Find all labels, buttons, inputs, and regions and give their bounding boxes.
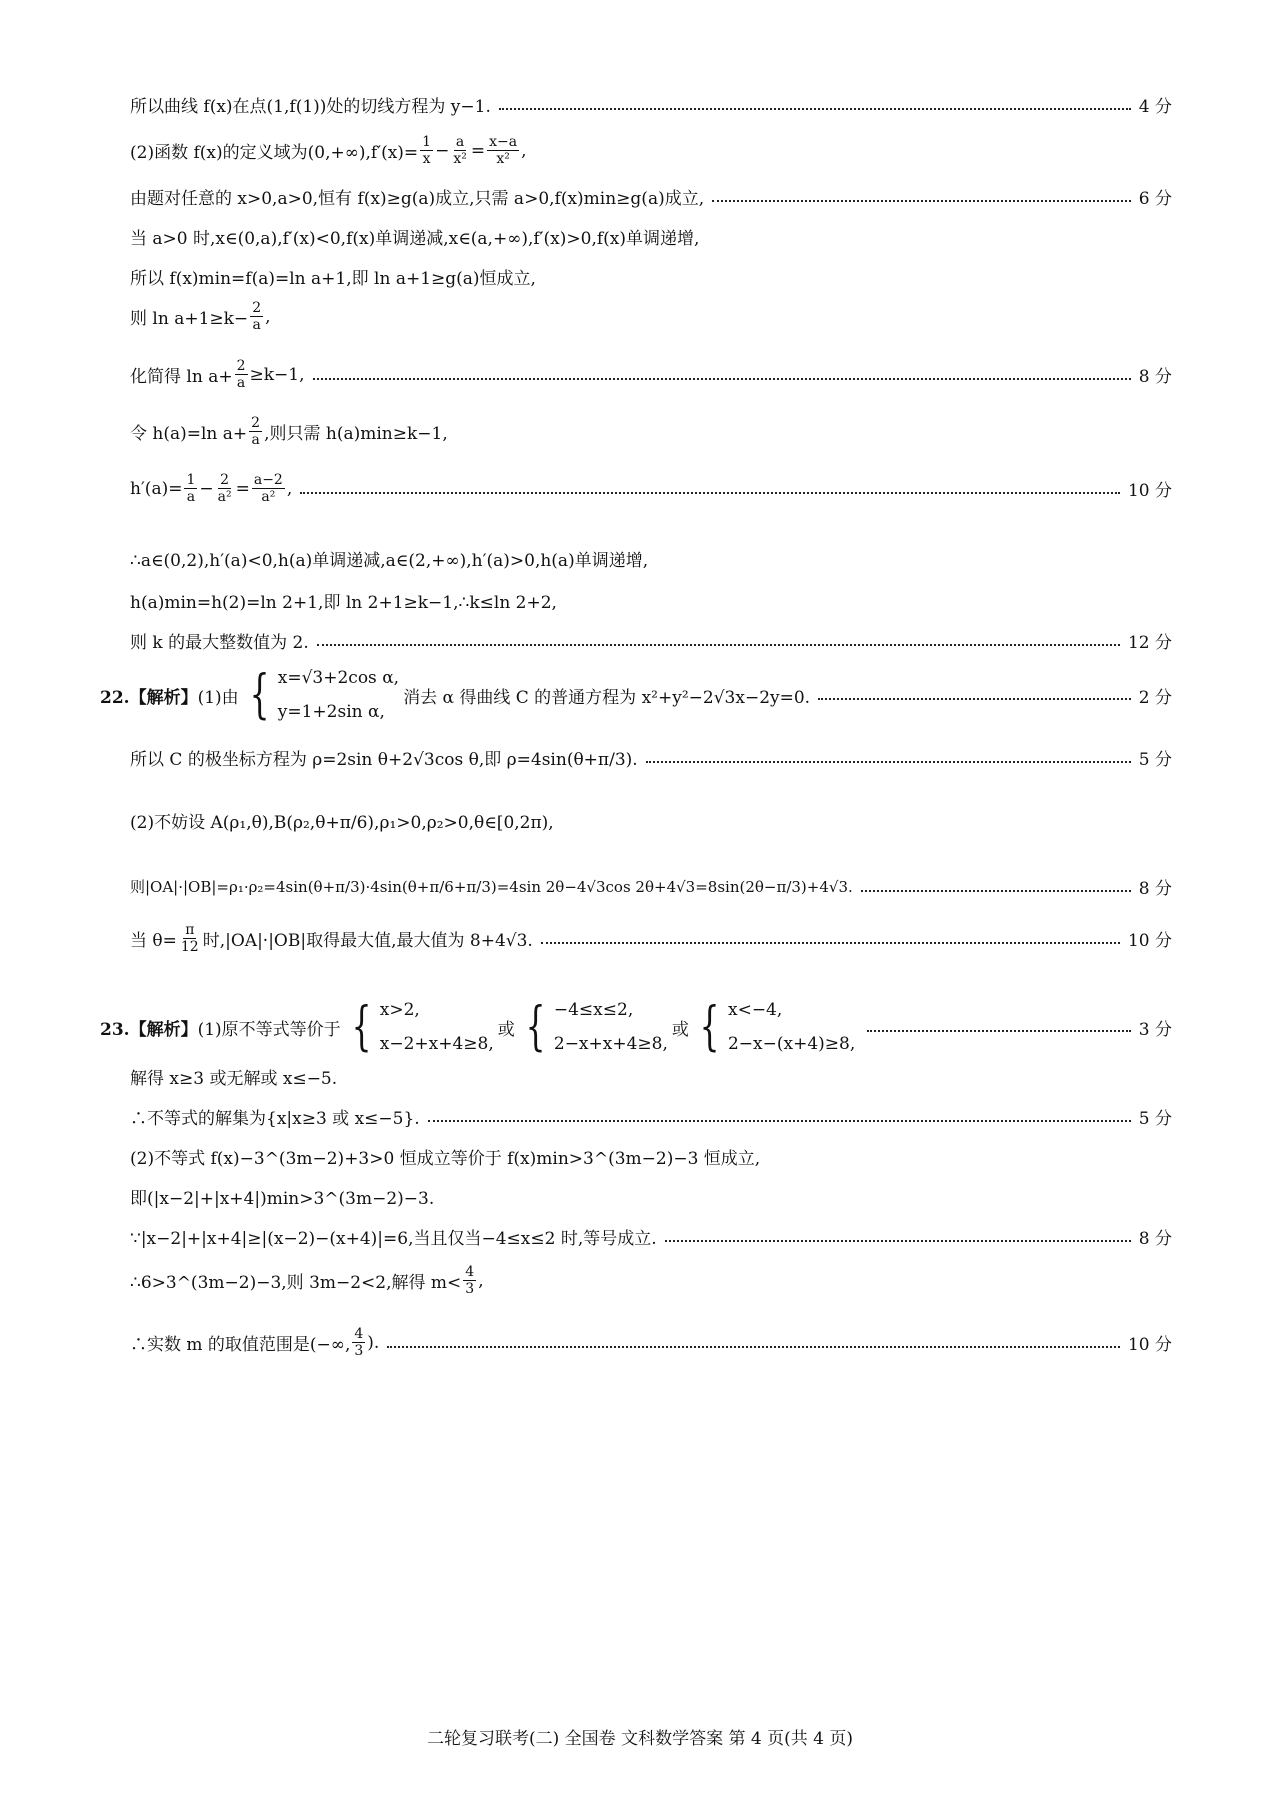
answer-text: 令 h(a)=ln a+ bbox=[130, 424, 248, 444]
answer-line bbox=[130, 745, 1172, 770]
fraction: $\frac{1}{x}$ bbox=[422, 134, 432, 167]
answer-line bbox=[130, 264, 1172, 289]
answer-line: ∴实数 m 的取值范围是(−∞, $\frac{4}{3}$ ). 10 分 bbox=[130, 1326, 1172, 1359]
inequality-system: { x<−4, 2−x−(x+4)≥8, bbox=[699, 997, 856, 1057]
answer-line: 则 ln a+1≥k− $\frac{2}{a}$ , bbox=[130, 300, 271, 333]
answer-text: 则|OA|·|OB|=ρ₁·ρ₂=4sin(θ+π/3)·4sin(θ+π/6+π/3)=4sin 2θ−4√3cos 2θ+4√3=8sin(2θ−π/3)+4√3. bbox=[130, 878, 853, 896]
dotted-leader bbox=[428, 1120, 1131, 1122]
answer-text: 所以曲线 f(x)在点(1,f(1))处的切线方程为 y−1. bbox=[130, 97, 491, 117]
equation-system: { x=√3+2cos α, y=1+2sin α, bbox=[249, 665, 400, 725]
answer-text: 由题对任意的 x>0,a>0,恒有 f(x)≥g(a)成立,只需 a>0,f(x)min≥g(a)成立, bbox=[130, 189, 705, 209]
answer-line: ∴6>3^(3m−2)−3,则 3m−2<2,解得 m< $\frac{4}{3}$ , bbox=[130, 1264, 484, 1297]
score-label: 10 分 bbox=[1127, 481, 1172, 501]
score-label: 12 分 bbox=[1127, 633, 1172, 653]
fraction: $\frac{2}{\text{a²}}$ bbox=[217, 472, 232, 505]
answer-line bbox=[130, 546, 1172, 571]
answer-line bbox=[130, 588, 1172, 613]
score-label: 10 分 bbox=[1127, 1335, 1172, 1355]
fraction: $\frac{4}{3}$ bbox=[354, 1326, 364, 1359]
answer-line: 当 θ= $\frac{\pi}{12}$ 时,|OA|·|OB|取得最大值,最大值为 8+4√3. 10 分 bbox=[130, 922, 1172, 955]
fraction: $\frac{2}{a}$ bbox=[236, 358, 246, 391]
question-label: 22.【解析】 bbox=[100, 687, 198, 708]
fraction: $\frac{2}{a}$ bbox=[252, 300, 262, 333]
score-label: 10 分 bbox=[1127, 931, 1172, 951]
dotted-leader bbox=[867, 1030, 1131, 1032]
answer-text: 则 ln a+1≥k− bbox=[130, 309, 249, 329]
fraction: $\frac{x-a}{\text{x²}}$ bbox=[489, 134, 518, 167]
dotted-leader bbox=[541, 942, 1120, 944]
answer-text: ∴6>3^(3m−2)−3,则 3m−2<2,解得 m< bbox=[130, 1273, 462, 1293]
inequality-system: { −4≤x≤2, 2−x+x+4≥8, bbox=[525, 997, 668, 1057]
fraction: $\frac{\pi}{12}$ bbox=[180, 922, 199, 955]
fraction: $\frac{1}{a}$ bbox=[186, 472, 196, 505]
page-footer: 二轮复习联考(二) 全国卷 文科数学答案 第 4 页(共 4 页) bbox=[427, 1729, 853, 1749]
dotted-leader bbox=[499, 108, 1131, 110]
score-label: 3 分 bbox=[1138, 1019, 1172, 1040]
answer-line bbox=[130, 1064, 1172, 1089]
answer-line bbox=[130, 874, 1172, 899]
answer-text: ∴a∈(0,2),h′(a)<0,h(a)单调递减,a∈(2,+∞),h′(a)>0,h(a)单调递增, bbox=[130, 551, 649, 571]
dotted-leader bbox=[861, 890, 1131, 892]
answer-text: 则 k 的最大整数值为 2. bbox=[130, 633, 309, 653]
answer-text: 所以 f(x)min=f(a)=ln a+1,即 ln a+1≥g(a)恒成立, bbox=[130, 269, 536, 289]
score-label: 2 分 bbox=[1138, 687, 1172, 708]
answer-text: (1)由 bbox=[197, 687, 239, 708]
answer-line: h′(a)= $\frac{1}{a}$ − $\frac{2}{\text{a²}}$ = $\frac{a-2}{\text{a²}}$ , 10 分 bbox=[130, 472, 1172, 505]
answer-text: ∴不等式的解集为{x|x≥3 或 x≤−5}. bbox=[130, 1109, 420, 1129]
dotted-leader bbox=[818, 698, 1131, 700]
dotted-leader bbox=[712, 200, 1131, 202]
score-label: 8 分 bbox=[1138, 1229, 1172, 1249]
score-label: 8 分 bbox=[1138, 367, 1172, 387]
dotted-leader bbox=[313, 378, 1131, 380]
answer-text: 当 θ= bbox=[130, 931, 177, 951]
inequality-system: { x>2, x−2+x+4≥8, bbox=[351, 997, 494, 1057]
answer-text: h(a)min=h(2)=ln 2+1,即 ln 2+1≥k−1,∴k≤ln 2+2, bbox=[130, 593, 557, 613]
dotted-leader bbox=[317, 644, 1120, 646]
dotted-leader bbox=[665, 1240, 1131, 1242]
answer-text: 所以 C 的极坐标方程为 ρ=2sin θ+2√3cos θ,即 ρ=4sin(θ+π/3). bbox=[130, 750, 638, 770]
answer-line: 化简得 ln a+ $\frac{2}{a}$ ≥k−1, 8 分 bbox=[130, 358, 1172, 391]
answer-text: (2)函数 f(x)的定义域为(0,+∞),f′(x)= bbox=[130, 143, 419, 163]
answer-line bbox=[130, 808, 1172, 833]
answer-line bbox=[130, 1104, 1172, 1129]
dotted-leader bbox=[387, 1346, 1120, 1348]
answer-line: 23.【解析】 (1)原不等式等价于 { x>2, x−2+x+4≥8, 或 { −4≤x≤2, 2−x+x+4≥8, 或 { x<−4, 2−x−(x+4)≥8, 3 分 bbox=[100, 997, 1172, 1057]
answer-line: 22.【解析】 (1)由 { x=√3+2cos α, y=1+2sin α, 消去 α 得曲线 C 的普通方程为 x²+y²−2√3x−2y=0. 2 分 bbox=[100, 665, 1172, 725]
score-label: 4 分 bbox=[1138, 97, 1172, 117]
answer-line bbox=[130, 1144, 1172, 1169]
answer-text: 当 a>0 时,x∈(0,a),f′(x)<0,f(x)单调递减,x∈(a,+∞),f′(x)>0,f(x)单调递增, bbox=[130, 229, 700, 249]
question-label: 23.【解析】 bbox=[100, 1019, 198, 1040]
answer-text: 即(|x−2|+|x+4|)min>3^(3m−2)−3. bbox=[130, 1189, 435, 1209]
score-label: 5 分 bbox=[1138, 750, 1172, 770]
answer-text: (1)原不等式等价于 bbox=[197, 1019, 341, 1040]
answer-line bbox=[130, 1184, 1172, 1209]
score-label: 8 分 bbox=[1138, 879, 1172, 899]
fraction: $\frac{a}{\text{x²}}$ bbox=[453, 134, 467, 167]
fraction: $\frac{2}{a}$ bbox=[251, 415, 261, 448]
dotted-leader bbox=[646, 761, 1131, 763]
answer-line: (2)函数 f(x)的定义域为(0,+∞),f′(x)= $\frac{1}{x}$ − $\frac{a}{\text{x²}}$ = $\frac{x-a}{\text{x²}}$ , bbox=[130, 134, 527, 167]
answer-line: 令 h(a)=ln a+ $\frac{2}{a}$ ,则只需 h(a)min≥k−1, bbox=[130, 415, 448, 448]
answer-text: (2)不妨设 A(ρ₁,θ),B(ρ₂,θ+π/6),ρ₁>0,ρ₂>0,θ∈[0,2π), bbox=[130, 813, 554, 833]
answer-text: h′(a)= bbox=[130, 478, 183, 499]
fraction: $\frac{a-2}{\text{a²}}$ bbox=[253, 472, 283, 505]
score-label: 5 分 bbox=[1138, 1109, 1172, 1129]
answer-text: ∵|x−2|+|x+4|≥|(x−2)−(x+4)|=6,当且仅当−4≤x≤2 时,等号成立. bbox=[130, 1229, 657, 1249]
answer-line bbox=[130, 224, 1172, 249]
answer-line bbox=[130, 1224, 1172, 1249]
answer-line bbox=[130, 92, 1172, 117]
answer-text: (2)不等式 f(x)−3^(3m−2)+3>0 恒成立等价于 f(x)min>3^(3m−2)−3 恒成立, bbox=[130, 1149, 761, 1169]
answer-line bbox=[130, 184, 1172, 209]
answer-line bbox=[130, 628, 1172, 653]
score-label: 6 分 bbox=[1138, 189, 1172, 209]
dotted-leader bbox=[300, 492, 1120, 494]
answer-text: 化简得 ln a+ bbox=[130, 367, 233, 387]
fraction: $\frac{4}{3}$ bbox=[465, 1264, 475, 1297]
answer-text: 解得 x≥3 或无解或 x≤−5. bbox=[130, 1069, 338, 1089]
answer-text: ∴实数 m 的取值范围是(−∞, bbox=[130, 1335, 351, 1355]
